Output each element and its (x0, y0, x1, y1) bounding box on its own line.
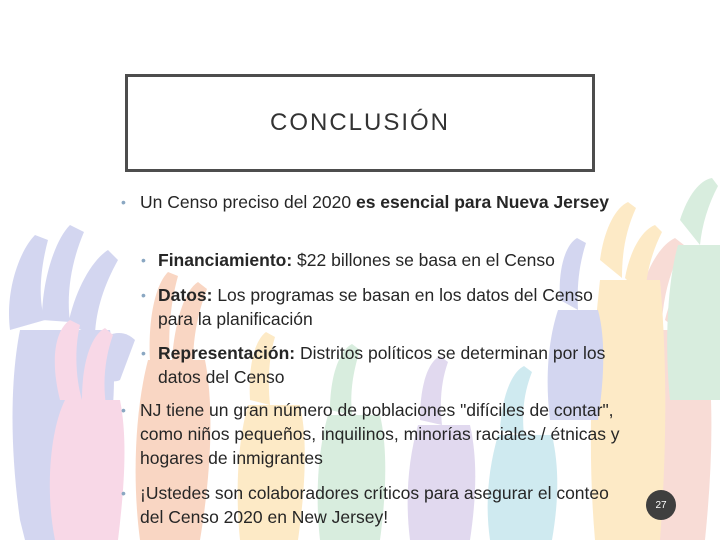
bullet-marker: • (121, 485, 126, 501)
slide-title: CONCLUSIÓN (269, 109, 451, 136)
bullet-bold-text: Representación: (158, 343, 296, 363)
bullet-text: NJ tiene un gran número de poblaciones "difíciles de contar", como niños pequeños, inquilinos, minorías raciales / étnicas y hogares de inmigrantes (140, 400, 620, 468)
bullet-marker: • (141, 287, 146, 303)
bullet-marker: • (141, 252, 146, 268)
bullet-marker: • (141, 345, 146, 361)
sub-bullet-datos (141, 283, 628, 331)
sub-bullet-representacion (141, 341, 648, 389)
bullet-text: Un Censo preciso del 2020 (140, 192, 356, 212)
page-number: 27 (655, 499, 667, 511)
page-number-badge (646, 490, 676, 520)
bullet-bold-text: Datos: (158, 285, 213, 305)
bullet-bold-text: Financiamiento: (158, 250, 293, 270)
bullet-bold-text: es esencial para Nueva Jersey (355, 192, 609, 212)
bullet-text: ¡Ustedes son colaboradores críticos para asegurar el conteo del Censo 2020 en New Jersey! (140, 483, 609, 527)
bullet-text: Distritos políticos se determinan por los datos del Censo (158, 343, 606, 387)
sub-bullet-financiamiento (141, 248, 628, 272)
bullet-poblaciones (121, 398, 620, 470)
bullet-marker: • (121, 194, 126, 210)
bullet-colaboradores (121, 481, 620, 529)
bullet-censo-preciso (121, 190, 630, 214)
bullet-text: $22 billones se basa en el Censo (292, 250, 555, 270)
bullet-text: Los programas se basan en los datos del Censo para la planificación (158, 285, 593, 329)
bullet-marker: • (121, 402, 126, 418)
